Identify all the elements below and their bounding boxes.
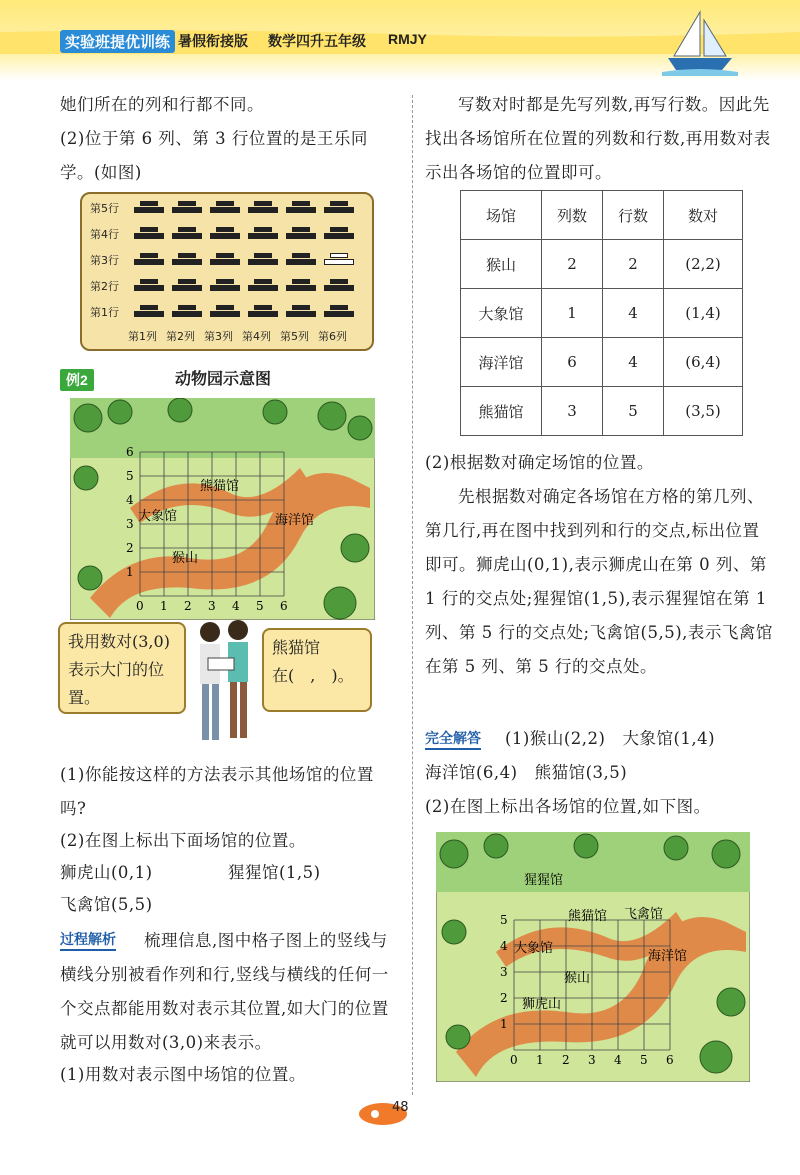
grid-y-tick: 5 xyxy=(500,913,508,927)
table-cell: 3 xyxy=(542,387,603,436)
grid-x-tick: 1 xyxy=(160,599,168,613)
seat-row-label: 第2行 xyxy=(90,280,119,293)
grid-x-tick: 4 xyxy=(614,1053,622,1067)
tree-icon xyxy=(108,400,132,424)
grid-y-tick: 6 xyxy=(126,445,134,459)
seat-col-label: 第3列 xyxy=(204,330,233,343)
seat-desk xyxy=(210,201,240,213)
seat-desk xyxy=(286,227,316,239)
grid-x-tick: 5 xyxy=(256,599,264,613)
grid-y-tick: 4 xyxy=(126,493,134,507)
seat-col-label: 第2列 xyxy=(166,330,195,343)
table-cell: 2 xyxy=(542,240,603,289)
tree-icon xyxy=(74,466,98,490)
bubble-right-line2: 在( , )。 xyxy=(272,666,354,685)
seat-desk xyxy=(248,279,278,291)
seat-desk xyxy=(286,201,316,213)
seat-col-label: 第6列 xyxy=(318,330,347,343)
map1-label-ocean: 海洋馆 xyxy=(275,513,315,528)
question-2: (2)在图上标出下面场馆的位置。 xyxy=(60,831,306,850)
subject-label: 数学四升五年级 xyxy=(268,33,366,49)
tree-icon xyxy=(574,834,598,858)
table-row xyxy=(461,240,743,289)
zoo-map-answer xyxy=(436,832,750,1082)
answer-1: (1)猴山(2,2) 大象馆(1,4) xyxy=(505,729,716,748)
seat-desk xyxy=(172,227,202,239)
seat-desk xyxy=(134,227,164,239)
table-header-cell: 行数 xyxy=(603,191,664,240)
tree-icon xyxy=(78,566,102,590)
example-title: 动物园示意图 xyxy=(175,369,272,388)
table-cell: (1,4) xyxy=(664,289,743,338)
tree-icon xyxy=(484,834,508,858)
seat-row-label: 第3行 xyxy=(90,254,119,267)
grid-x-tick: 0 xyxy=(510,1053,518,1067)
grid-x-tick: 4 xyxy=(232,599,240,613)
table-cell: 熊猫馆 xyxy=(461,387,542,436)
tree-icon xyxy=(324,587,356,619)
left-paragraph-2: (2)位于第 6 列、第 3 行位置的是王乐同学。(如图) xyxy=(60,129,368,182)
tree-icon xyxy=(664,836,688,860)
tree-icon xyxy=(74,404,102,432)
table-header-cell: 数对 xyxy=(664,191,743,240)
example-tag: 例2 xyxy=(60,369,94,391)
seat-desk xyxy=(172,201,202,213)
table-cell: (6,4) xyxy=(664,338,743,387)
q2-item-2: 猩猩馆(1,5) xyxy=(228,863,321,882)
tree-icon xyxy=(263,400,287,424)
tree-icon xyxy=(442,920,466,944)
grid-x-tick: 2 xyxy=(184,599,192,613)
table-cell: 猴山 xyxy=(461,240,542,289)
grid-y-tick: 3 xyxy=(126,517,134,531)
grid-x-tick: 6 xyxy=(280,599,288,613)
table-cell: 2 xyxy=(603,240,664,289)
table-cell: 4 xyxy=(603,338,664,387)
seat-desk xyxy=(248,305,278,317)
boys-illustration xyxy=(188,618,260,748)
table-cell: 1 xyxy=(542,289,603,338)
bubble-right-line1: 熊猫馆 xyxy=(272,638,321,657)
seat-desk xyxy=(210,279,240,291)
tree-icon xyxy=(717,988,745,1016)
question-1: (1)你能按这样的方法表示其他场馆的位置吗? xyxy=(60,765,374,818)
seat-desk xyxy=(248,201,278,213)
table-cell: (2,2) xyxy=(664,240,743,289)
grid-y-tick: 1 xyxy=(500,1017,508,1031)
seat-desk xyxy=(286,279,316,291)
seat-desk xyxy=(324,227,354,239)
table-row xyxy=(461,338,743,387)
map2-label-panda: 熊猫馆 xyxy=(568,909,608,924)
venue-table xyxy=(460,190,743,436)
seating-chart xyxy=(80,192,374,351)
table-row xyxy=(461,289,743,338)
seat-row-label: 第1行 xyxy=(90,306,119,319)
map2-label-orangutan: 猩猩馆 xyxy=(524,873,564,888)
answer-1b: 海洋馆(6,4) 熊猫馆(3,5) xyxy=(425,763,628,782)
tree-icon xyxy=(446,1025,470,1049)
seat-desk xyxy=(172,305,202,317)
seat-desk xyxy=(134,253,164,265)
seat-desk xyxy=(210,305,240,317)
bubble-left-text: 我用数对(3,0)表示大门的位置。 xyxy=(68,632,170,707)
brand-label: 实验班提优训练 xyxy=(60,30,175,53)
seat-desk xyxy=(134,201,164,213)
seat-col-label: 第1列 xyxy=(128,330,157,343)
map2-label-elephant: 大象馆 xyxy=(514,941,554,956)
seat-desk xyxy=(134,305,164,317)
speech-bubble-right xyxy=(262,628,372,712)
map2-label-monkey: 猴山 xyxy=(564,971,591,986)
seat-desk-empty xyxy=(324,253,354,265)
map2-label-lion: 狮虎山 xyxy=(522,997,562,1012)
table-cell: (3,5) xyxy=(664,387,743,436)
seat-desk xyxy=(248,227,278,239)
tree-icon xyxy=(348,416,372,440)
edition-label: 暑假衔接版 xyxy=(178,33,248,49)
tree-icon xyxy=(440,840,468,868)
speech-bubble-left xyxy=(58,622,186,714)
table-row xyxy=(461,387,743,436)
seat-desk xyxy=(172,279,202,291)
grid-y-tick: 1 xyxy=(126,565,134,579)
grid-y-tick: 2 xyxy=(500,991,508,1005)
column-divider xyxy=(412,95,413,1095)
seat-row-label: 第4行 xyxy=(90,228,119,241)
analysis-tag: 过程解析 xyxy=(60,929,116,951)
tree-icon xyxy=(712,840,740,868)
grid-y-tick: 5 xyxy=(126,469,134,483)
tree-icon xyxy=(700,1041,732,1073)
map1-label-panda: 熊猫馆 xyxy=(200,479,240,494)
seat-desk xyxy=(324,305,354,317)
tree-icon xyxy=(318,402,346,430)
seat-desk xyxy=(286,305,316,317)
map1-label-monkey: 猴山 xyxy=(172,551,199,566)
page-header xyxy=(0,0,800,80)
grid-x-tick: 5 xyxy=(640,1053,648,1067)
tree-icon xyxy=(168,398,192,422)
answer-tag: 完全解答 xyxy=(425,728,481,750)
grid-y-tick: 2 xyxy=(126,541,134,555)
table-cell: 5 xyxy=(603,387,664,436)
seat-desk xyxy=(210,227,240,239)
map1-label-elephant: 大象馆 xyxy=(138,509,178,524)
grid-x-tick: 1 xyxy=(536,1053,544,1067)
seat-desk xyxy=(324,201,354,213)
grid-y-tick: 3 xyxy=(500,965,508,979)
analysis-text-2: (1)用数对表示图中场馆的位置。 xyxy=(60,1065,306,1084)
seat-desk xyxy=(210,253,240,265)
table-header-cell: 列数 xyxy=(542,191,603,240)
table-cell: 4 xyxy=(603,289,664,338)
right-paragraph-3: 先根据数对确定各场馆在方格的第几列、第几行,再在图中找到列和行的交点,标出位置即可。狮虎山(0,1),表示狮虎山在第 0 列、第 1 行的交点处;猩猩馆(1,5),表示猩猩馆在第 1 列、第 5 行的交点处;飞禽馆(5,5),表示飞禽馆在第 5 列、第 5 行的交点处。 xyxy=(425,487,773,676)
seat-col-label: 第5列 xyxy=(280,330,309,343)
right-paragraph-2: (2)根据数对确定场馆的位置。 xyxy=(425,453,654,472)
grid-x-tick: 6 xyxy=(666,1053,674,1067)
analysis-text: 梳理信息,图中格子图上的竖线与横线分别被看作列和行,竖线与横线的任何一个交点都能用数对表示其位置,如大门的位置就可以用数对(3,0)来表示。 xyxy=(60,931,389,1052)
answer-2: (2)在图上标出各场馆的位置,如下图。 xyxy=(425,797,711,816)
table-cell: 6 xyxy=(542,338,603,387)
publisher-label: RMJY xyxy=(388,31,427,47)
grid-x-tick: 0 xyxy=(136,599,144,613)
right-paragraph-1: 写数对时都是先写列数,再写行数。因此先找出各场馆所在位置的列数和行数,再用数对表示出各场馆的位置即可。 xyxy=(425,95,771,182)
seat-desk xyxy=(172,253,202,265)
grid-x-tick: 3 xyxy=(208,599,216,613)
q2-item-1: 狮虎山(0,1) xyxy=(60,863,153,882)
seat-desk xyxy=(324,279,354,291)
seat-desk xyxy=(286,253,316,265)
table-cell: 大象馆 xyxy=(461,289,542,338)
left-paragraph-1: 她们所在的列和行都不同。 xyxy=(60,95,264,114)
grid-x-tick: 3 xyxy=(588,1053,596,1067)
map2-label-ocean: 海洋馆 xyxy=(648,949,688,964)
tree-icon xyxy=(341,534,369,562)
seat-row-label: 第5行 xyxy=(90,202,119,215)
seat-col-label: 第4列 xyxy=(242,330,271,343)
grid-x-tick: 2 xyxy=(562,1053,570,1067)
page-number: 48 xyxy=(392,1100,409,1115)
map2-label-bird: 飞禽馆 xyxy=(624,907,664,922)
zoo-map-question xyxy=(70,398,375,620)
grid-y-tick: 4 xyxy=(500,939,508,953)
seat-desk xyxy=(248,253,278,265)
table-header-cell: 场馆 xyxy=(461,191,542,240)
seat-desk xyxy=(134,279,164,291)
sailboat-icon xyxy=(660,6,740,78)
q2-item-3: 飞禽馆(5,5) xyxy=(60,895,153,914)
table-cell: 海洋馆 xyxy=(461,338,542,387)
